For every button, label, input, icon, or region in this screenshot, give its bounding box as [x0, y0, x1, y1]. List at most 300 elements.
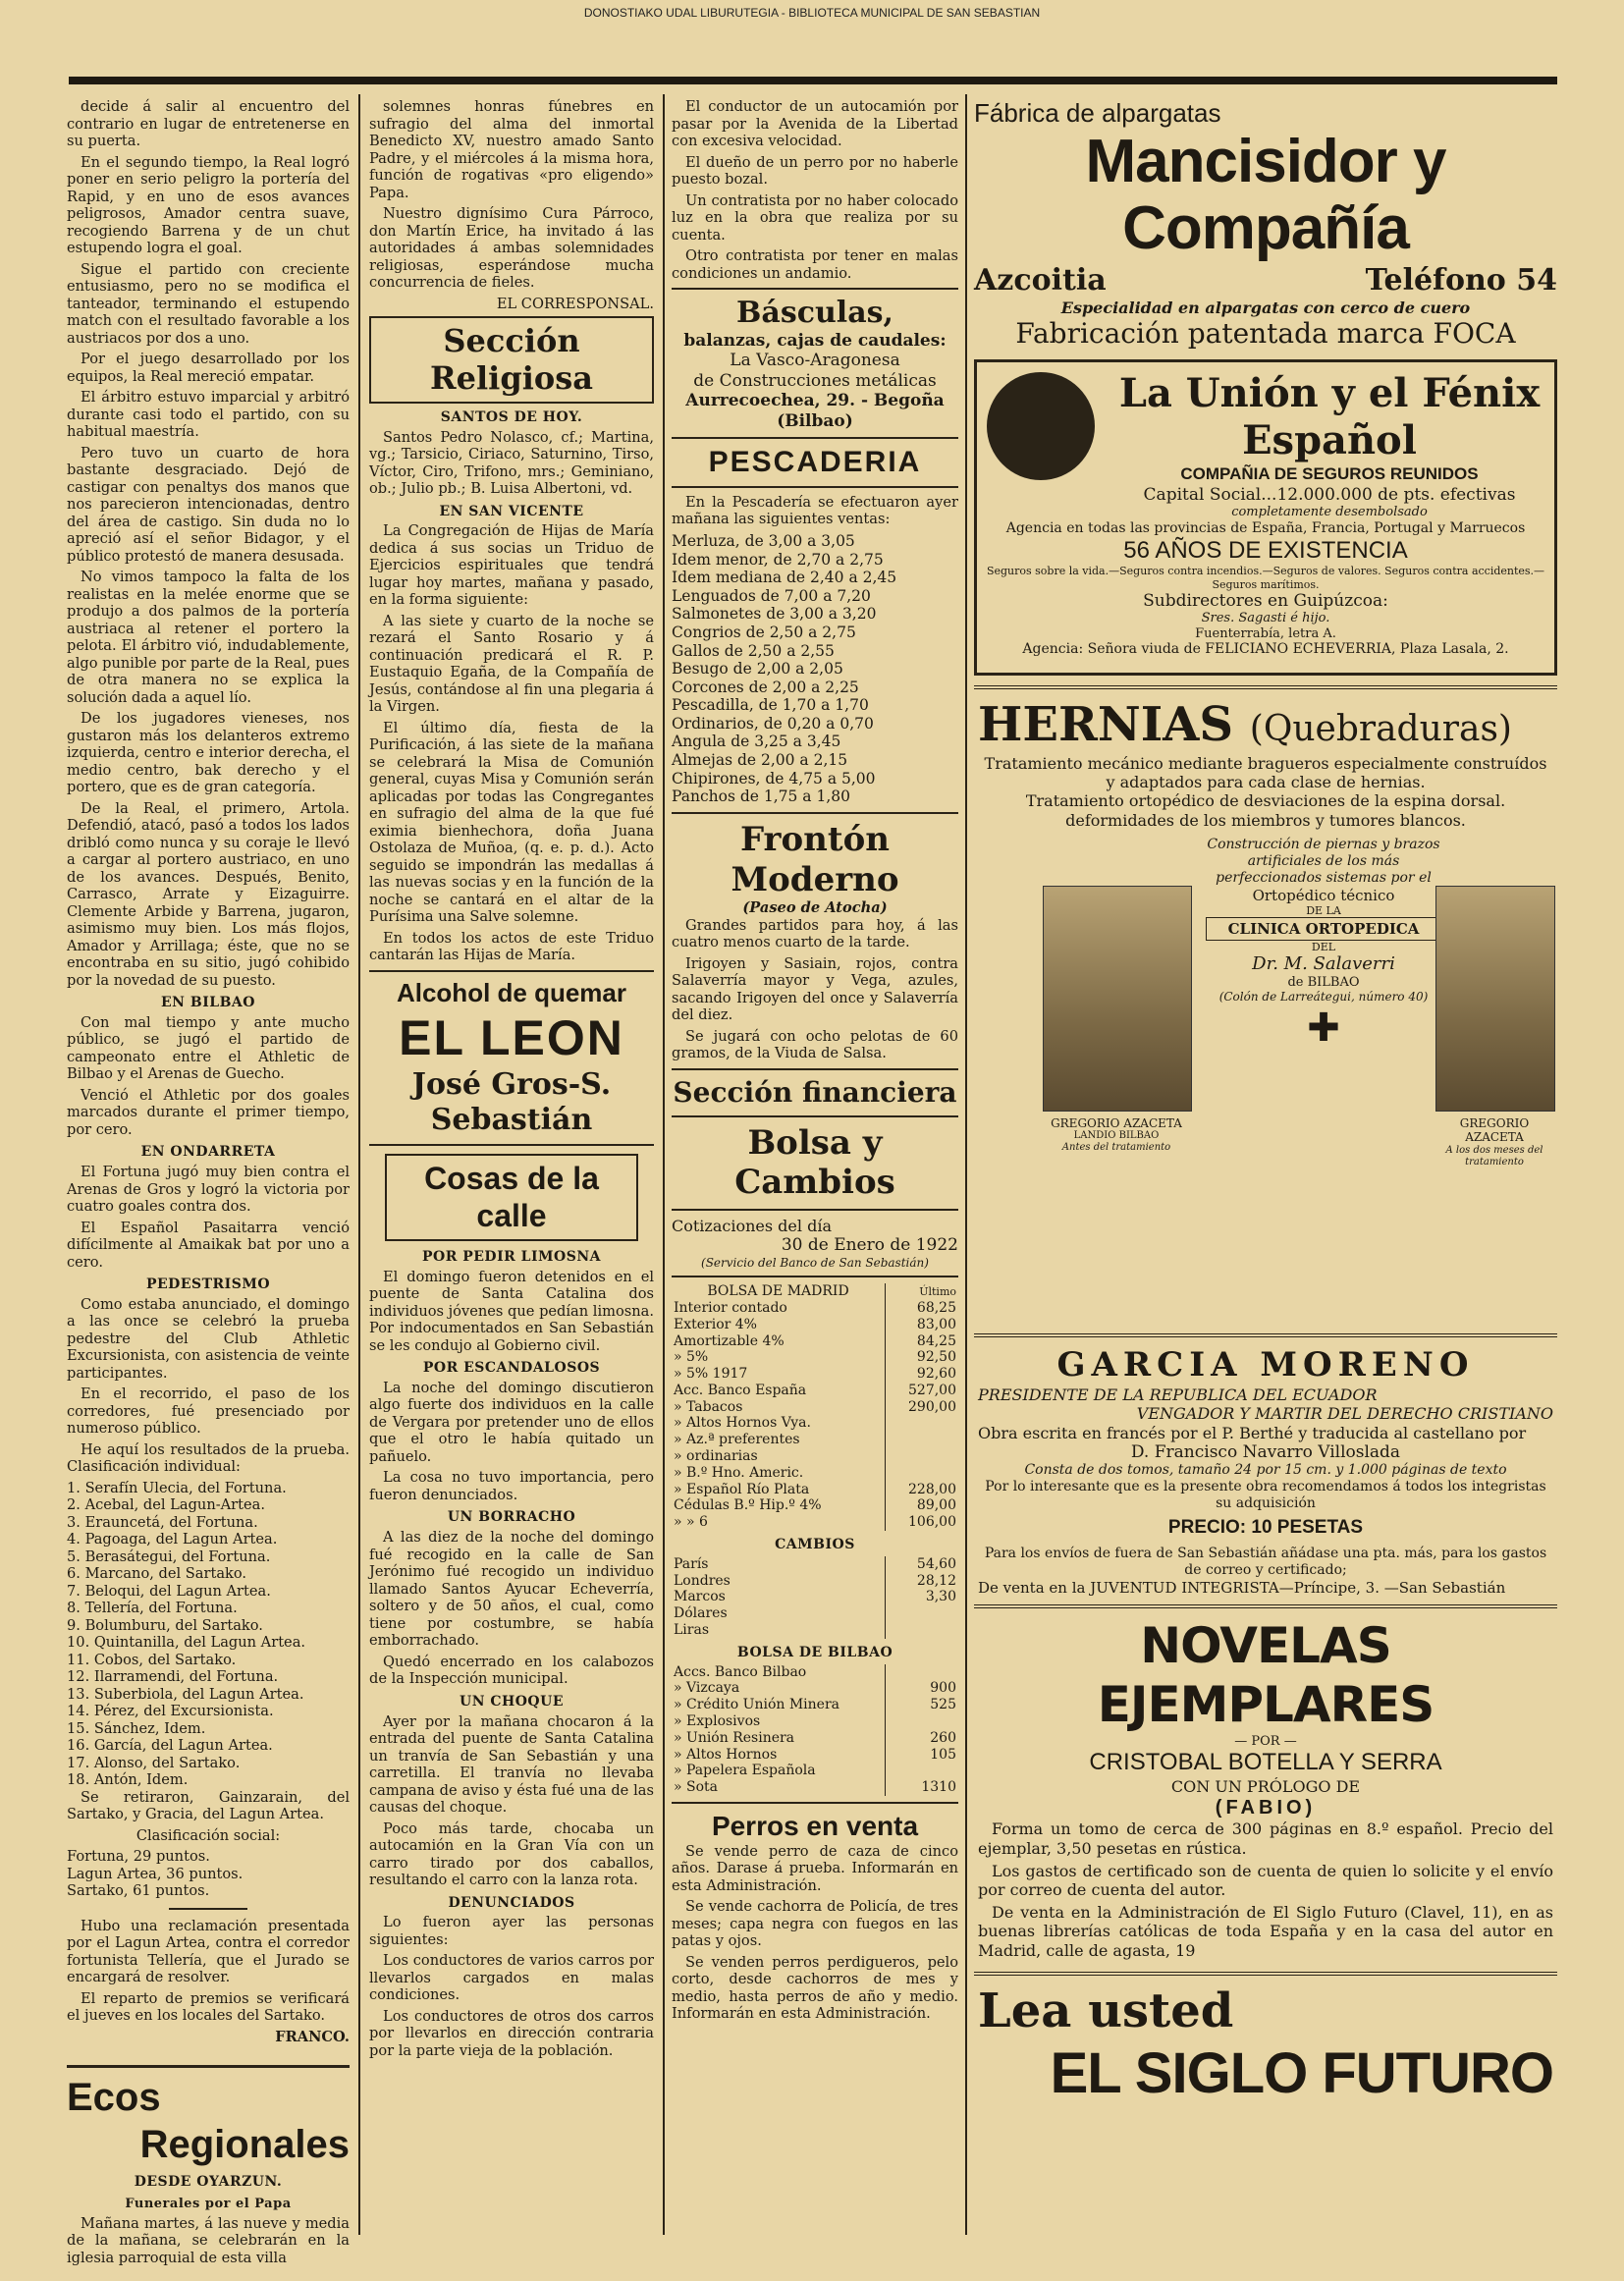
row-label: » » 6	[674, 1514, 708, 1531]
column-1	[67, 98, 350, 2270]
alpargatas-line-3: Especialidad en alpargatas con cerco de cuero	[1060, 298, 1471, 317]
table-row	[672, 1497, 958, 1514]
paragraph: Pero tuvo un cuarto de hora bastante desgraciado. Dejó de castigar con penaltys dos manos que nos parecieron intencionadas, dentro del área de castigo. Sin duda no lo apreció así el señor Bidagor, y el público protestó de manera desusada.	[67, 444, 350, 565]
row-label: » Sota	[674, 1779, 719, 1796]
paragraph: A las diez de la noche del domingo fué recogido en la calle de San Jerónimo fué recogido un individuo llamado Santos Ayucar Echeverría, soltero y de 50 años, el cual, como tiene por costumbre, se había emborrachado.	[369, 1529, 654, 1650]
photo-before-caption-3: Antes del tratamiento	[1061, 1142, 1171, 1154]
escandalosos-heading: POR ESCANDALOSOS	[422, 1360, 601, 1377]
list-item: 8. Tellería, del Fortuna.	[67, 1600, 238, 1617]
cotizaciones-source: (Servicio del Banco de San Sebastián)	[701, 1255, 929, 1270]
paragraph: El Español Pasaitarra venció difícilmente al Amaikak bat por uno a cero.	[67, 1219, 350, 1271]
table-row	[672, 1622, 958, 1639]
list-item: Idem menor, de 2,70 a 2,75	[672, 550, 884, 569]
list-item: Panchos de 1,75 a 1,80	[672, 787, 850, 806]
list-item: Fortuna, 29 puntos.	[67, 1848, 210, 1866]
fish-price-list	[672, 532, 958, 806]
list-item: Salmonetes de 3,00 a 3,20	[672, 605, 877, 624]
divider	[672, 288, 958, 290]
paragraph: Se venden perros perdigueros, pelo corto, desde cachorros de mes y medio, hasta perros de año y medio. Informarán en esta Administración.	[672, 1953, 958, 2023]
photo-before-caption-2: LANDIO BILBAO	[1073, 1130, 1160, 1142]
fronton-title: Frontón Moderno	[731, 819, 899, 899]
reclamation-text	[67, 1918, 350, 2025]
garcia-price: PRECIO: 10 PESETAS	[1167, 1517, 1364, 1539]
row-value	[886, 1465, 959, 1482]
garcia-moreno-ad	[974, 1333, 1557, 1604]
novelas-line-1: Forma un tomo de cerca de 300 páginas en 8.º español. Precio del ejemplar, 3,50 pesetas en rústica.	[978, 1819, 1553, 1858]
table-row	[672, 1415, 958, 1432]
lea-usted: Lea usted	[978, 1982, 1234, 2038]
paragraph: En el recorrido, el paso de los corredores, fué presenciado por numeroso público.	[67, 1385, 350, 1438]
paragraph: Lo fueron ayer las personas siguientes:	[369, 1914, 654, 1948]
cotizaciones-line: Cotizaciones del día	[672, 1217, 832, 1236]
row-label: Dólares	[674, 1605, 728, 1622]
row-value	[886, 1664, 959, 1681]
photo-before	[1043, 886, 1192, 1154]
gros-line: José Gros-S. Sebastián	[411, 1067, 612, 1138]
list-item: 15. Sánchez, Idem.	[67, 1719, 206, 1737]
row-label: » Altos Hornos	[674, 1746, 778, 1763]
table-row	[672, 1333, 958, 1350]
list-item: Merluza, de 3,00 a 3,05	[672, 531, 855, 550]
funerales-text: Mañana martes, á las nueve y media de la mañana, se celebrarán en la iglesia parroquial de esta villa	[67, 2214, 350, 2266]
regionales-title: Regionales	[139, 2123, 350, 2167]
photo-after	[1435, 886, 1555, 1168]
table-row	[672, 1399, 958, 1416]
row-label: » Tabacos	[674, 1398, 743, 1415]
cotizaciones-date: 30 de Enero de 1922	[781, 1235, 958, 1256]
column-divider	[663, 94, 665, 2235]
divider	[369, 970, 654, 972]
list-item: 18. Antón, Idem.	[67, 1771, 189, 1789]
paragraph: Con mal tiempo y ante mucho público, se jugó el partido de campeonato entre el Athletic de Bilbao y el Arenas de Guecho.	[67, 1013, 350, 1083]
paragraph: Un contratista por no haber colocado luz en la obra que realiza por su cuenta.	[672, 191, 958, 244]
union-line-4: Agencia en todas las provincias de España, Francia, Portugal y Marruecos	[1005, 519, 1526, 536]
mancisidor-title: Mancisidor y Compañía	[1085, 128, 1446, 263]
list-item: 17. Alonso, del Sartako.	[67, 1754, 241, 1771]
row-value	[886, 1448, 959, 1465]
denunciados-continued	[672, 98, 958, 282]
row-value: 54,60	[886, 1556, 959, 1573]
paragraph: Quedó encerrado en los calabozos de la Inspección municipal.	[369, 1653, 654, 1688]
hernias-title	[978, 697, 1553, 754]
list-item: Pescadilla, de 1,70 a 1,70	[672, 696, 869, 715]
paragraph: No vimos tampoco la falta de los realistas en la melée enorme que se produjo a dos palmos de la portería austriaca al retener el portero la pelota. El árbitro vió, indudablemente, algo punible por parte de la Real, pues de otra manera no se explica la solución dada a aquel lío.	[67, 569, 350, 706]
garcia-line-5: Consta de dos tomos, tamaño 24 por 15 cm. y 1.000 páginas de texto	[1024, 1462, 1507, 1479]
row-value: 28,12	[886, 1573, 959, 1590]
divider	[169, 1908, 247, 1910]
list-item: Besugo de 2,00 a 2,05	[672, 660, 843, 679]
row-value	[886, 1763, 959, 1779]
divider	[672, 1068, 958, 1070]
table-row	[672, 1300, 958, 1317]
row-value: 1310	[886, 1779, 959, 1796]
row-value: 92,60	[886, 1366, 959, 1383]
list-item: Ordinarios, de 0,20 a 0,70	[672, 714, 874, 733]
novelas-line-2: Los gastos de certificado son de cuenta de quien lo solicite y el envío por correo de cuenta del autor.	[978, 1861, 1553, 1900]
list-item: 13. Suberbiola, del Lagun Artea.	[67, 1685, 304, 1703]
paragraph: El Fortuna jugó muy bien contra el Arenas de Gros y logró la victoria por cuatro goales contra dos.	[67, 1164, 350, 1216]
siglo-futuro-ad	[974, 1972, 1557, 2116]
divider	[672, 486, 958, 488]
garcia-line-3: Obra escrita en francés por el P. Berthé y traducida al castellano por	[978, 1423, 1527, 1442]
cross-icon: ✚	[1307, 1005, 1340, 1051]
bilbao-heading: EN BILBAO	[161, 995, 255, 1010]
row-value	[886, 1415, 959, 1432]
union-line-2: Capital Social...12.000.000 de pts. efectivas	[1143, 484, 1516, 505]
funerales-heading: Funerales por el Papa	[125, 2197, 292, 2212]
row-label: » Vizcaya	[674, 1680, 740, 1697]
eagle-emblem-icon	[987, 372, 1095, 480]
funeral-intro: solemnes honras fúnebres en sufragio del alma del inmortal Benedicto XV, nuestro amado Santo Padre, y el miércoles á la misma hora, función de rogativas «pro eligendo» Papa.	[369, 98, 654, 201]
bilbao-bolsa-heading: BOLSA DE BILBAO	[736, 1644, 893, 1660]
alcohol-ad-line: Alcohol de quemar	[396, 977, 627, 1007]
divider	[672, 812, 958, 814]
divider	[672, 437, 958, 439]
union-line-9: Fuenterrabía, letra A.	[1195, 625, 1336, 641]
garcia-line-9: De venta en la JUVENTUD INTEGRISTA—Príncipe, 3. —San Sebastián	[978, 1578, 1506, 1597]
garcia-line-8: Para los envíos de fuera de San Sebastián añádase una pta. más, para los gastos de correo y certificado;	[984, 1546, 1547, 1579]
ondarreta-heading: EN ONDARRETA	[140, 1144, 276, 1161]
alpargatas-line-1: Fábrica de alpargatas	[974, 98, 1221, 128]
row-label: Londres	[674, 1572, 731, 1589]
row-value	[886, 1432, 959, 1448]
table-row	[672, 1763, 958, 1779]
table-row	[672, 1730, 958, 1747]
siglo-futuro-title: EL SIGLO FUTURO	[1050, 2041, 1553, 2106]
choque-text	[369, 1713, 654, 1889]
hernias-line-11: de BILBAO	[1287, 974, 1360, 990]
row-value: 84,25	[886, 1333, 959, 1350]
escandalosos-text	[369, 1380, 654, 1504]
divider	[672, 1209, 958, 1211]
vicente-heading: EN SAN VICENTE	[439, 503, 584, 519]
borracho-text	[369, 1529, 654, 1688]
bolsa-title: Bolsa y Cambios	[734, 1122, 895, 1203]
basculas-title: Básculas,	[736, 296, 893, 330]
divider	[672, 1276, 958, 1277]
hernias-line-5: Construcción de piernas y brazos artificiales de los más perfeccionados sistemas por el	[1207, 837, 1440, 886]
hernias-word: HERNIAS	[978, 697, 1234, 753]
table-row	[672, 1589, 958, 1605]
hernias-ad	[974, 685, 1557, 1333]
paragraph: La Congregación de Hijas de María dedica á sus socias un Triduo de Ejercicios espirituales que tendrá lugar hoy martes, mañana y pasado, en la forma siguiente:	[369, 522, 654, 609]
signature: FRANCO.	[275, 2028, 350, 2045]
row-label: Marcos	[674, 1589, 726, 1605]
fronton-subtitle: (Paseo de Atocha)	[742, 899, 888, 917]
paragraph: Se vende cachorra de Policía, de tres meses; capa negra con fuegos en las patas y ojos.	[672, 1898, 958, 1950]
alpargatas-city: Azcoitia	[974, 262, 1107, 298]
paragraph: Los conductores de otros dos carros por llevarlos en dirección contraria por la parte vieja de la población.	[369, 2007, 654, 2059]
borracho-heading: UN BORRACHO	[447, 1509, 576, 1526]
pescaderia-title: PESCADERIA	[708, 445, 922, 478]
photo-after-caption-2: A los dos meses del tratamiento	[1445, 1144, 1543, 1168]
paragraph: De la Real, el primero, Artola. Defendió, atacó, pasó a todos los lados dribló como nunca y su coraje le llevó a cargar al portero austriaco, en uno de los avances. Después, Benito, Carrasco, Arrate y Eizaguirre. Clemente Arbide y Barrena, jugaron, asimismo muy bien. Los más flojos, Amador y Arrillaga; éste, que no se encontraba en su sitio, jugó cohibido por la novedad de su puesto.	[67, 799, 350, 989]
social-list	[67, 1848, 350, 1900]
row-label: » Papelera Española	[674, 1763, 816, 1779]
column-4-ads	[974, 98, 1557, 2116]
retired-text: Se retiraron, Gainzarain, del Sartako, y Gracia, del Lagun Artea.	[67, 1788, 350, 1823]
list-item: Idem mediana de 2,40 a 2,45	[672, 569, 897, 587]
table-row	[672, 1317, 958, 1333]
ecos-title: Ecos	[67, 2076, 161, 2120]
row-label: » 5%	[674, 1349, 709, 1366]
table-row	[672, 1366, 958, 1383]
table-row	[672, 1465, 958, 1482]
table-row	[672, 1514, 958, 1531]
row-label: » Az.ª preferentes	[674, 1432, 800, 1448]
paragraph: Poco más tarde, chocaba un autocamión en la Gran Vía con un carro tirado por dos caballos, resultando el carro con la lanza rota.	[369, 1819, 654, 1889]
union-fenix-ad	[974, 359, 1557, 676]
row-label: Acc. Banco España	[674, 1382, 807, 1398]
list-item: 4. Pagoaga, del Lagun Artea.	[67, 1531, 278, 1548]
pedestrismo-text	[67, 1296, 350, 1476]
paragraph: Por el juego desarrollado por los equipos, la Real mereció empatar.	[67, 351, 350, 385]
paragraph: La cosa no tuvo importancia, pero fueron denunciados.	[369, 1469, 654, 1503]
list-item: 7. Beloqui, del Lagun Artea.	[67, 1582, 271, 1600]
list-item: Angula de 3,25 a 3,45	[672, 733, 841, 751]
row-value: 105	[886, 1747, 959, 1764]
table-row	[672, 1556, 958, 1573]
row-label: Liras	[674, 1622, 709, 1639]
union-line-10: Agencia: Señora viuda de FELICIANO ECHEVERRIA, Plaza Lasala, 2.	[1022, 641, 1509, 658]
list-item: 2. Acebal, del Lagun-Artea.	[67, 1496, 266, 1514]
list-item: Almejas de 2,00 a 2,15	[672, 751, 848, 770]
row-value: 260	[886, 1730, 959, 1747]
table-row	[672, 1383, 958, 1399]
union-line-1: COMPAÑIA DE SEGUROS REUNIDOS	[1180, 464, 1479, 484]
column-divider	[965, 94, 967, 2235]
union-line-7: Subdirectores en Guipúzcoa:	[1143, 590, 1388, 611]
list-item: 5. Berasátegui, del Fortuna.	[67, 1548, 271, 1565]
column-divider	[358, 94, 360, 2235]
paragraph: decide á salir al encuentro del contrario en lugar de entretenerse en su puerta.	[67, 98, 350, 149]
photo-after-image	[1435, 886, 1555, 1112]
list-item: 11. Cobos, del Sartako.	[67, 1651, 237, 1668]
basculas-line-5: Aurrecoechea, 29. - Begoña (Bilbao)	[685, 391, 945, 431]
cambios-heading: CAMBIOS	[775, 1537, 855, 1553]
row-value: 89,00	[886, 1497, 959, 1514]
row-value: 3,30	[886, 1589, 959, 1605]
divider	[672, 1802, 958, 1804]
novelas-author: CRISTOBAL BOTELLA Y SERRA	[1089, 1749, 1442, 1776]
bilbao-table	[672, 1664, 958, 1796]
oyarzun-heading: DESDE OYARZUN.	[134, 2174, 283, 2191]
ecos-banner	[67, 2065, 350, 2168]
paragraph: Los conductores de varios carros por llevarlos cargados en malas condiciones.	[369, 1952, 654, 2004]
row-label: Cédulas B.º Hip.º 4%	[674, 1497, 822, 1514]
column-3	[672, 98, 958, 2027]
corresponsal: EL CORRESPONSAL.	[496, 295, 654, 312]
limosna-text: El domingo fueron detenidos en el puente de Santa Catalina dos individuos jóvenes que pedían limosna. Por indocumentados en San Sebastián se les condujo al Gobierno civil.	[369, 1268, 654, 1354]
novelas-title: NOVELAS EJEMPLARES	[1097, 1616, 1435, 1733]
paragraph: En todos los actos de este Triduo cantarán las Hijas de María.	[369, 929, 654, 964]
paragraph: El reparto de premios se verificará el jueves en los locales del Sartako.	[67, 1989, 350, 2025]
pescaderia-intro: En la Pescadería se efectuaron ayer mañana las siguientes ventas:	[672, 493, 958, 528]
hernias-line-4: Tratamiento ortopédico de desviaciones de la espina dorsal. deformidades de los miembros y tumores blancos.	[1025, 791, 1506, 830]
list-item: Gallos de 2,50 a 2,55	[672, 641, 835, 660]
union-line-3: completamente desembolsado	[1231, 505, 1428, 520]
column-2	[369, 98, 654, 2063]
alpargatas-phone: Teléfono 54	[1365, 262, 1557, 298]
paragraph: Ayer por la mañana chocaron á la entrada del puente de Santa Catalina un tranvía de San Sebastián y una carretilla. El tranvía no llevaba campana de aviso y ésta fué una de las causas del choque.	[369, 1712, 654, 1817]
choque-heading: UN CHOQUE	[459, 1693, 565, 1710]
paragraph: Se vende perro de caza de cinco años. Darase á prueba. Informarán en esta Administración.	[672, 1842, 958, 1894]
list-item: 14. Pérez, del Excursionista.	[67, 1703, 274, 1720]
seccion-financiera-title: Sección financiera	[673, 1075, 957, 1109]
paragraph: En el segundo tiempo, la Real logró poner en serio peligro la portería del Rapid, y en uno de esos avances peligrosos, Amador centra suave, recogiendo Barrena y de un chut estupendo logra el goal.	[67, 153, 350, 256]
novelas-por: — POR —	[1234, 1733, 1297, 1749]
row-label: » Altos Hornos Vya.	[674, 1415, 811, 1432]
perros-text	[672, 1843, 958, 2023]
row-label: » ordinarias	[674, 1448, 758, 1465]
row-label: » Español Río Plata	[674, 1481, 810, 1497]
row-label: » Crédito Unión Minera	[674, 1697, 839, 1713]
row-label: Exterior 4%	[674, 1316, 757, 1332]
bilbao-text	[67, 1014, 350, 1139]
row-label: Amortizable 4%	[674, 1332, 785, 1349]
paragraph: Grandes partidos para hoy, á las cuatro menos cuarto de la tarde.	[672, 916, 958, 951]
ondarreta-text	[67, 1164, 350, 1271]
paragraph: El árbitro estuvo imparcial y arbitró durante casi todo el partido, con su habitual maestría.	[67, 389, 350, 440]
table-row	[672, 1747, 958, 1764]
quebraduras-word: (Quebraduras)	[1249, 709, 1512, 750]
sports-article	[67, 98, 350, 989]
row-label: » B.º Hno. Americ.	[674, 1464, 804, 1481]
basculas-line-2: balanzas, cajas de caudales:	[683, 331, 947, 351]
pedestrismo-heading: PEDESTRISMO	[145, 1276, 271, 1293]
list-item: Sartako, 61 puntos.	[67, 1882, 210, 1900]
hernias-line-12: (Colón de Larreátegui, número 40)	[1218, 990, 1429, 1005]
table-row	[672, 1482, 958, 1498]
row-value	[886, 1605, 959, 1622]
list-item: Corcones de 2,00 a 2,25	[672, 678, 859, 696]
list-item: 1. Serafín Ulecia, del Fortuna.	[67, 1479, 287, 1496]
santos-heading: SANTOS DE HOY.	[440, 408, 583, 425]
table-row	[672, 1349, 958, 1366]
table-row	[672, 1605, 958, 1622]
list-item: Chipirones, de 4,75 a 5,00	[672, 769, 876, 787]
photo-after-caption-1: GREGORIO AZACETA	[1459, 1115, 1530, 1145]
row-value: 228,00	[886, 1482, 959, 1498]
list-item: 10. Quintanilla, del Lagun Artea.	[67, 1634, 306, 1652]
row-value	[886, 1713, 959, 1730]
funeral-intro-2: Nuestro dignísimo Cura Párroco, don Martín Erice, ha invitado á las autoridades á ambas solemnidades religiosas, esperándose mucha concurrencia de fieles.	[369, 205, 654, 291]
paragraph: A las siete y cuarto de la noche se rezará el Santo Rosario y á continuación predicará el R. P. Eustaquio Egaña, de la Compañía de Jesús, contándose al fin una plegaria á la Virgen.	[369, 612, 654, 716]
basculas-line-3: La Vasco-Aragonesa	[730, 351, 900, 371]
garcia-line-6: Por lo interesante que es la presente obra recomendamos á todos los integristas su adquisición	[985, 1478, 1546, 1511]
paragraph: Se jugará con ocho pelotas de 60 gramos, de la Viuda de Salsa.	[672, 1027, 958, 1062]
perros-title: Perros en venta	[711, 1811, 919, 1842]
limosna-heading: POR PEDIR LIMOSNA	[422, 1248, 601, 1265]
madrid-column: Último	[886, 1283, 959, 1300]
madrid-heading: BOLSA DE MADRID	[707, 1283, 849, 1300]
list-item: Lenguados de 7,00 a 7,20	[672, 586, 871, 605]
paragraph: Otro contratista por tener en malas condiciones un andamio.	[672, 247, 958, 282]
clinic-info	[1206, 837, 1441, 1051]
list-item: 3. Erauncetá, del Fortuna.	[67, 1513, 258, 1531]
santos-text: Santos Pedro Nolasco, cf.; Martina, vg.; Tarsicio, Ciriaco, Saturnino, Tirso, Víctor, Ciro, Trifono, mrs.; Geminiano, ob.; Julio pb.; B. Luisa Albertoni, vd.	[369, 428, 654, 498]
novelas-fabio: (FABIO)	[1215, 1797, 1317, 1819]
seccion-religiosa-title: Sección Religiosa	[369, 316, 654, 404]
paragraph: Como estaba anunciado, el domingo a las once se celebró la prueba pedestre del Club Athletic Excursionista, con asistencia de veinte participantes.	[67, 1295, 350, 1382]
row-value: 290,00	[886, 1399, 959, 1416]
list-item: 9. Bolumburu, del Sartako.	[67, 1616, 263, 1634]
union-line-8: Sres. Sagasti é hijo.	[1201, 611, 1330, 626]
vicente-text	[369, 522, 654, 964]
table-row	[672, 1664, 958, 1681]
paragraph: El último día, fiesta de la Purificación, á las siete de la mañana se celebrará la Misa de Comunión general, cuyas Misa y Comunión serán aplicadas por todas las Congregantes en sufragio del alma de la que fué eximia bienhechora, doña Juana Ostolaza de Muñoa, (q. e. p. d.). Acto seguido se impondrán las medallas á las nuevas socias y en la función de la noche se cantará en el altar de la Purísima una Salve solemne.	[369, 719, 654, 926]
table-row	[672, 1779, 958, 1796]
paragraph: Irigoyen y Sasiain, rojos, contra Salaverría mayor y Vega, azules, sacando Irigoyen del once y Salaverría del diez.	[672, 954, 958, 1024]
row-value: 527,00	[886, 1383, 959, 1399]
table-row	[672, 1713, 958, 1730]
hernias-line-7: DE LA	[1306, 903, 1341, 917]
el-leon-title: EL LEON	[399, 1010, 624, 1066]
row-value: 68,25	[886, 1300, 959, 1317]
paragraph: He aquí los resultados de la prueba. Clasificación individual:	[67, 1440, 350, 1476]
results-list	[67, 1480, 350, 1789]
basculas-line-4: de Construcciones metálicas	[693, 370, 937, 391]
denunciados-heading: DENUNCIADOS	[448, 1894, 575, 1911]
paragraph: La noche del domingo discutieron algo fuerte dos individuos en la calle de Vergara por pretender uno de ellos que el otro le había quitado un pañuelo.	[369, 1379, 654, 1465]
row-value	[886, 1622, 959, 1639]
novelas-line-3: De venta en la Administración de El Siglo Futuro (Clavel, 11), en as buenas librerías católicas de toda España y en la casa del autor en Madrid, calle de agasta, 19	[978, 1903, 1553, 1960]
paragraph: El conductor de un autocamión por pasar por la Avenida de la Libertad con excesiva velocidad.	[672, 98, 958, 149]
union-line-5: 56 AÑOS DE EXISTENCIA	[1123, 536, 1408, 564]
row-value: 83,00	[886, 1317, 959, 1333]
paragraph: Sigue el partido con creciente entusiasmo, pero no se modifica el tanteador, terminando el estupendo match con el resultado favorable a los austriacos por dos a uno.	[67, 260, 350, 347]
row-value: 900	[886, 1680, 959, 1697]
row-label: » Unión Resinera	[674, 1729, 795, 1746]
cosas-calle-title: Cosas de la calle	[385, 1154, 638, 1241]
archive-header: DONOSTIAKO UDAL LIBURUTEGIA - BIBLIOTECA MUNICIPAL DE SAN SEBASTIAN	[583, 6, 1041, 20]
row-label: Accs. Banco Bilbao	[674, 1663, 807, 1680]
alpargatas-contact-row	[974, 263, 1557, 299]
union-title: La Unión y el Fénix Español	[1118, 370, 1541, 464]
table-row	[672, 1573, 958, 1590]
novelas-prologo: CON UN PRÓLOGO DE	[1170, 1777, 1361, 1797]
list-item: 16. García, del Lagun Artea.	[67, 1737, 273, 1755]
photo-before-image	[1043, 886, 1192, 1112]
denunciados-text	[369, 1914, 654, 2059]
list-item: 12. Ilarramendi, del Fortuna.	[67, 1668, 279, 1686]
row-label: » 5% 1917	[674, 1366, 748, 1383]
row-label: Interior contado	[674, 1299, 787, 1316]
list-item: Congrios de 2,50 a 2,75	[672, 623, 856, 641]
row-label: París	[674, 1555, 709, 1572]
garcia-title: GARCIA MORENO	[1056, 1345, 1475, 1385]
row-value: 106,00	[886, 1514, 959, 1531]
list-item: 6. Marcano, del Sartako.	[67, 1565, 247, 1583]
photo-before-caption-1: GREGORIO AZACETA	[1051, 1115, 1182, 1130]
top-rule	[69, 77, 1557, 84]
row-value: 92,50	[886, 1349, 959, 1366]
garcia-line-2: VENGADOR Y MARTIR DEL DERECHO CRISTIANO	[1136, 1404, 1553, 1424]
novelas-ad	[974, 1604, 1557, 1972]
row-value: 525	[886, 1697, 959, 1713]
hernias-line-6: Ortopédico técnico	[1252, 886, 1395, 904]
hernias-line-8: CLINICA ORTOPEDICA	[1206, 917, 1441, 941]
row-label: » Explosivos	[674, 1713, 761, 1730]
table-row	[672, 1680, 958, 1697]
garcia-line-1: PRESIDENTE DE LA REPUBLICA DEL ECUADOR	[978, 1385, 1378, 1405]
table-row	[672, 1432, 958, 1448]
cambios-table	[672, 1556, 958, 1639]
madrid-table	[672, 1283, 958, 1531]
divider	[369, 1144, 654, 1146]
hernias-line-10: Dr. M. Salaverri	[1252, 953, 1395, 975]
table-row	[672, 1448, 958, 1465]
